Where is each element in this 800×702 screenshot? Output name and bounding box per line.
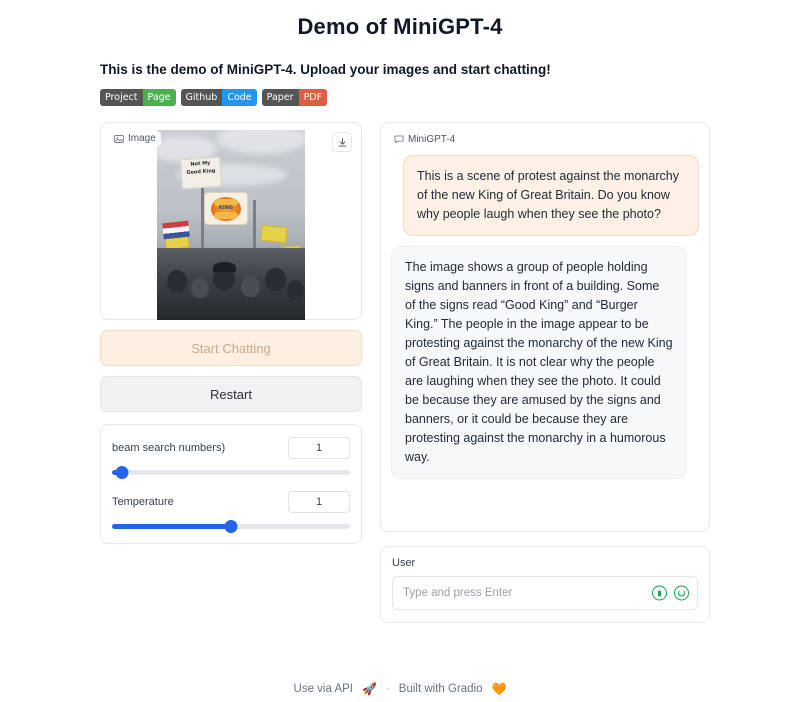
restart-button[interactable]	[100, 376, 362, 412]
gradio-logo-icon: 🧡	[491, 682, 507, 696]
image-panel-label-text: Image	[128, 133, 156, 144]
start-chatting-button[interactable]	[100, 330, 362, 366]
input-icons	[652, 586, 689, 601]
download-button[interactable]	[332, 132, 352, 152]
badge-left-label: Project	[100, 89, 143, 106]
badge-project-page[interactable]	[100, 89, 176, 106]
user-input-caption: User	[392, 557, 416, 569]
uploaded-image[interactable]	[157, 130, 305, 320]
chat-message-user: This is a scene of protest against the monarchy of the new King of Great Britain. Do you know why people laugh when they see the photo?	[403, 155, 699, 236]
left-column	[100, 122, 362, 623]
rocket-icon: 🚀	[361, 682, 377, 696]
badge-left-label: Paper	[262, 89, 299, 106]
badge-left-label: Github	[181, 89, 223, 106]
beam-search-slider[interactable]	[112, 470, 350, 475]
footer-separator: ·	[385, 683, 390, 695]
right-column	[380, 122, 710, 623]
temperature-value[interactable]: 1	[288, 491, 350, 513]
chat-message-bot: The image shows a group of people holding signs and banners in front of a building. Some of the signs read “Good King” and “Burger King.” The people in the image appear to be protesting against the monarchy of the new King of Great Britain. It is not clear why the people are laughing when they see the photo. It could be because they are amused by the signs and banners, or it could be because they are protesting against the monarchy in a humorous way.	[391, 246, 687, 479]
protest-photo	[157, 130, 305, 320]
undo-icon[interactable]	[674, 586, 689, 601]
chatbot-label-text: MiniGPT-4	[408, 133, 456, 145]
burger-king-sign	[204, 192, 248, 225]
start-chatting-label: Start Chatting	[191, 340, 271, 356]
badge-paper-pdf[interactable]	[262, 89, 327, 106]
sign-text-line2: Good King	[186, 167, 216, 177]
badge-right-label: Page	[143, 89, 176, 106]
beam-search-label: beam search numbers)	[112, 442, 226, 454]
app-root	[0, 14, 800, 702]
temperature-slider-block	[112, 491, 350, 529]
footer	[0, 682, 800, 696]
download-icon	[337, 137, 348, 148]
sign-text-line1: Not My	[190, 160, 211, 168]
page-title: Demo of MiniGPT-4	[297, 14, 503, 39]
settings-panel	[100, 424, 362, 544]
beam-search-slider-block	[112, 437, 350, 475]
page-subtitle: This is the demo of MiniGPT-4. Upload your images and start chatting!	[100, 62, 551, 77]
chat-icon	[394, 134, 404, 144]
built-with-gradio-link[interactable]: Built with Gradio	[398, 683, 483, 695]
microphone-icon[interactable]	[652, 586, 667, 601]
beam-search-slider-handle[interactable]	[115, 466, 128, 479]
temperature-label: Temperature	[112, 496, 174, 508]
badge-right-label: PDF	[299, 89, 328, 106]
chatbot-panel	[380, 122, 710, 532]
use-via-api-link[interactable]: Use via API	[293, 683, 353, 695]
image-upload-panel[interactable]	[100, 122, 362, 320]
beam-search-value[interactable]: 1	[288, 437, 350, 459]
temperature-slider-handle[interactable]	[225, 520, 238, 533]
temperature-slider[interactable]	[112, 524, 350, 529]
badge-github-code[interactable]	[181, 89, 257, 106]
restart-label: Restart	[210, 386, 252, 402]
user-input-placeholder: Type and press Enter	[403, 587, 513, 599]
user-input-panel	[380, 546, 710, 623]
badge-row	[100, 89, 800, 106]
image-icon	[114, 134, 124, 144]
user-input-box[interactable]	[392, 576, 698, 610]
badge-right-label: Code	[222, 89, 256, 106]
image-panel-label	[109, 131, 161, 146]
burger-king-word: KING	[218, 204, 234, 211]
chatbot-label	[389, 132, 460, 147]
main-columns	[100, 122, 710, 623]
